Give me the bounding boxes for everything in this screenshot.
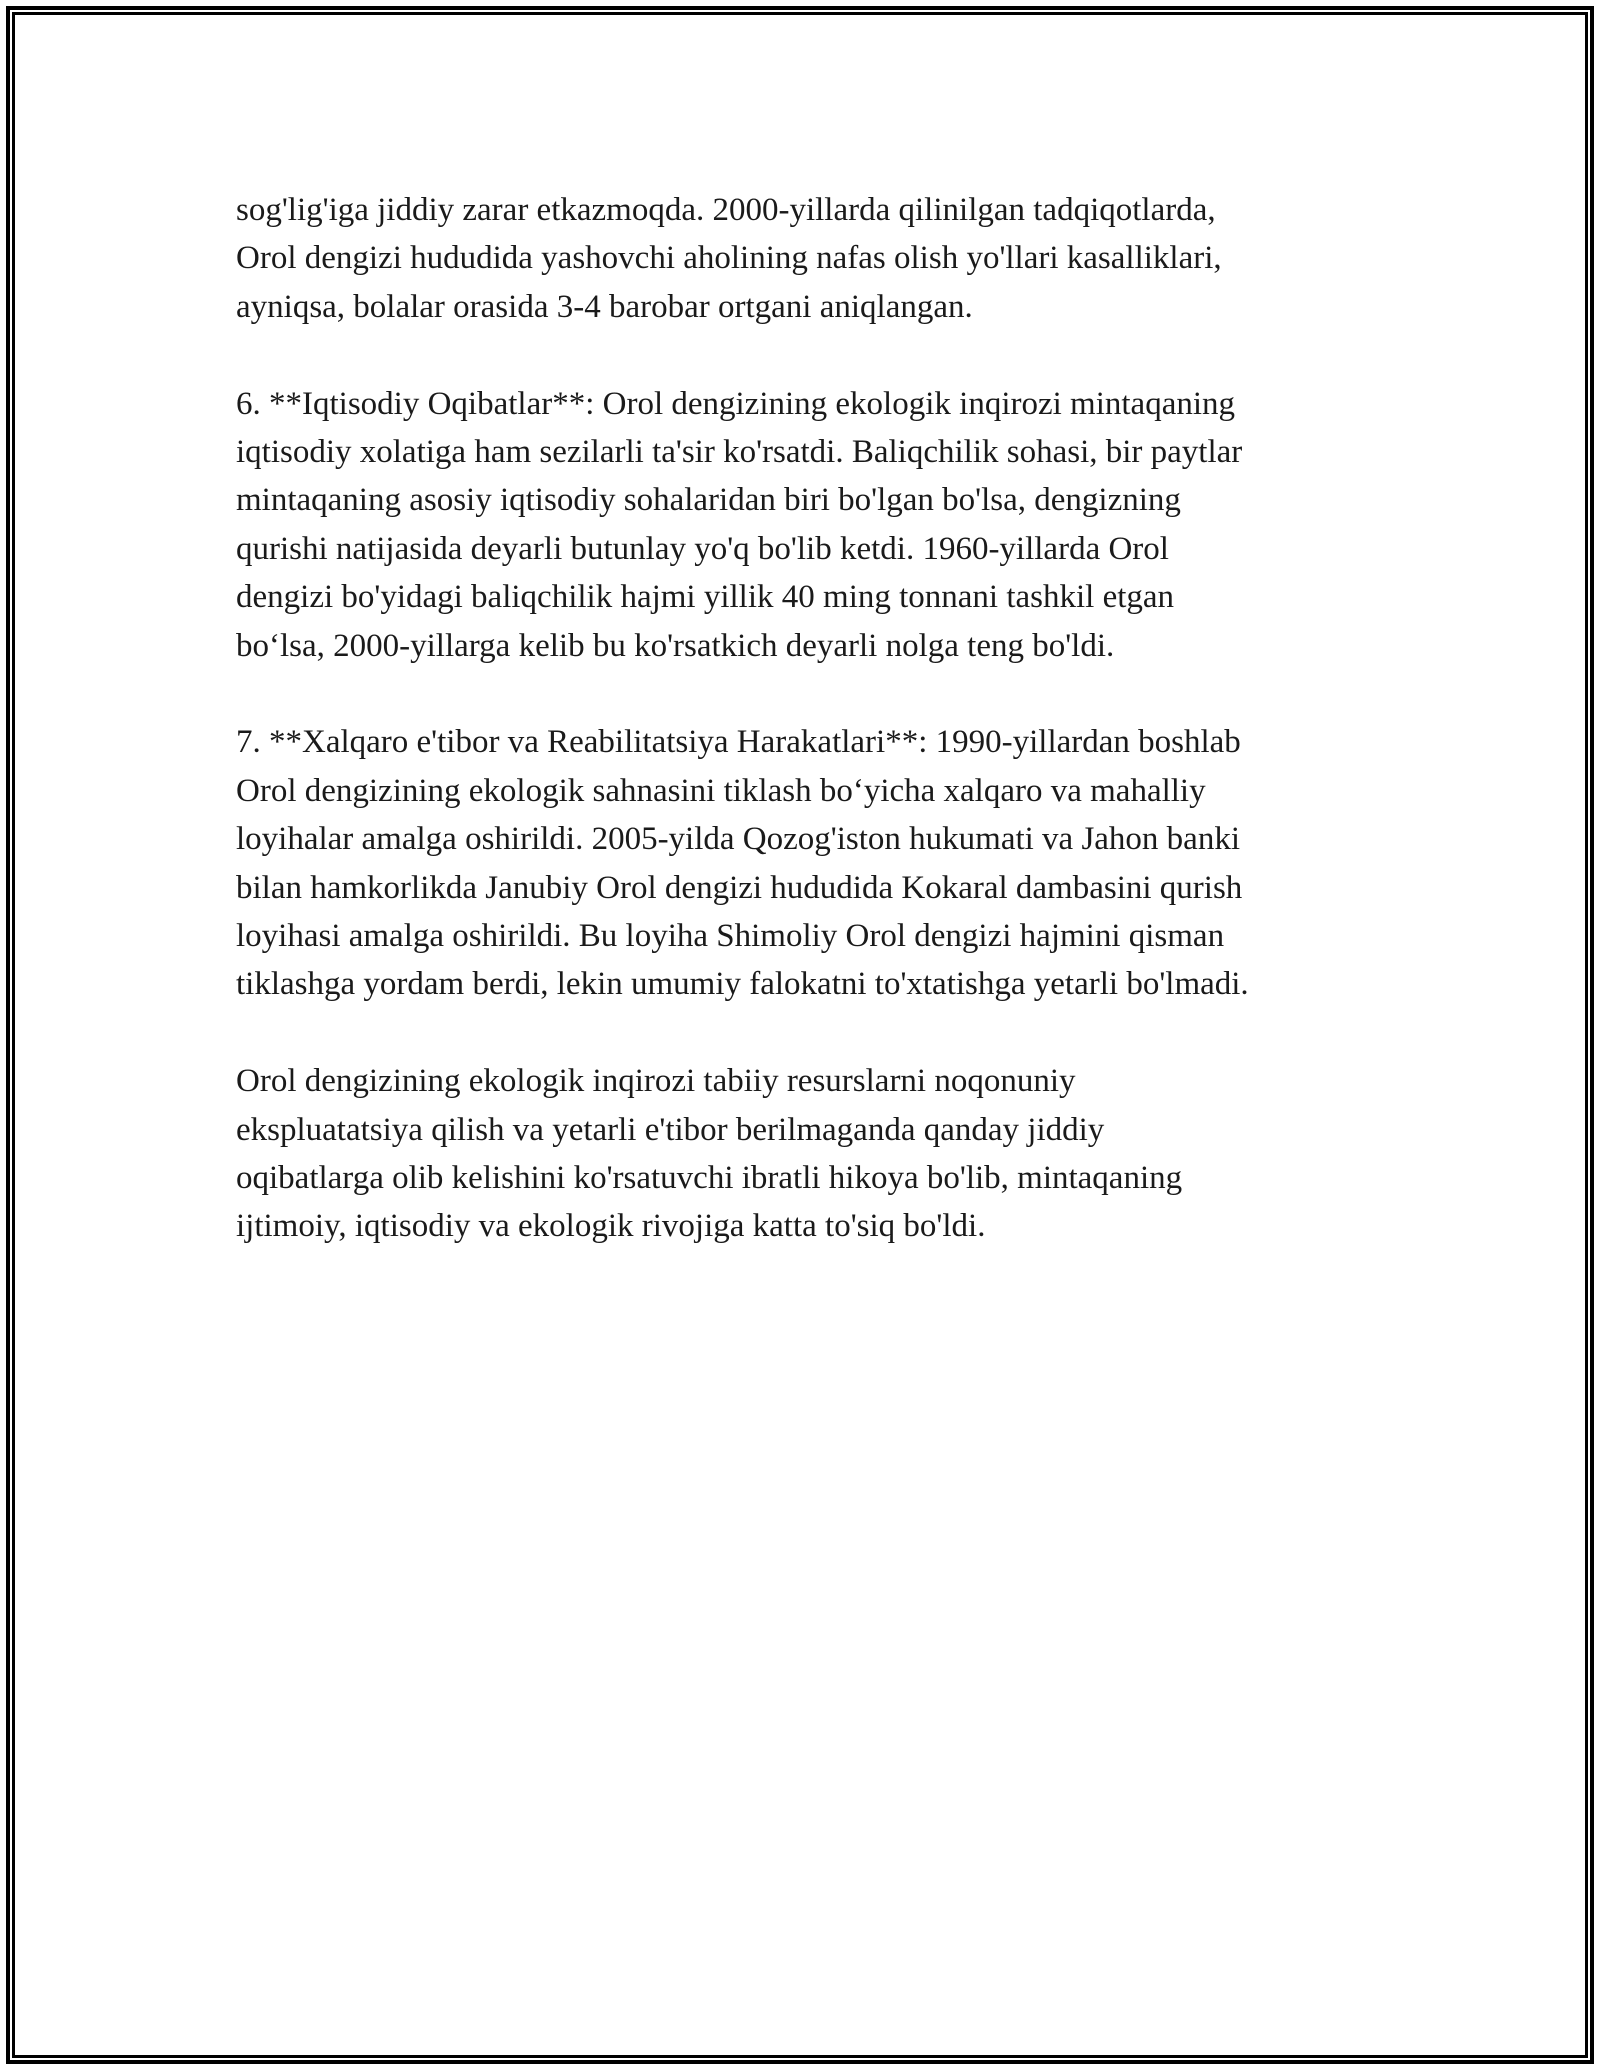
paragraph-health-impact: sog'lig'iga jiddiy zarar etkazmoqda. 2000-yillarda qilinilgan tadqiqotlarda, Orol dengizi hududida yashovchi aholining nafas olish yo'llari kasalliklari, ayniqsa, bolalar orasida 3-4 barobar ortgani aniqlangan. [236, 192, 1222, 325]
paragraph-economic-consequences: 6. **Iqtisodiy Oqibatlar**: Orol dengizining ekologik inqirozi mintaqaning iqtisodiy xolatiga ham sezilarli ta'sir ko'rsatdi. Baliqchilik sohasi, bir paytlar mintaqaning asosiy iqtisodiy sohalaridan biri bo'lgan bo'lsa, dengizning qurishi natijasida deyarli butunlay yo'q bo'lib ketdi. 1960-yillarda Orol dengizi bo'yidagi baliqchilik hajmi yillik 40 ming tonnani tashkil etgan bo‘lsa, 2000-yillarga kelib bu ko'rsatkich deyarli nolga teng bo'ldi. [236, 385, 1243, 664]
paragraph-conclusion: Orol dengizining ekologik inqirozi tabiiy resurslarni noqonuniy ekspluatatsiya qilish va yetarli e'tibor berilmaganda qanday jiddiy oqibatlarga olib kelishini ko'rsatuvchi ibratli hikoya bo'lib, mintaqaning ijtimoiy, iqtisodiy va ekologik rivojiga katta to'siq bo'ldi. [236, 1063, 1183, 1245]
document-body [236, 186, 1396, 1299]
paragraph-international-efforts: 7. **Xalqaro e'tibor va Reabilitatsiya Harakatlari**: 1990-yillardan boshlab Orol dengizining ekologik sahnasini tiklash bo‘yicha xalqaro va mahalliy loyihalar amalga oshirildi. 2005-yilda Qozog'iston hukumati va Jahon banki bilan hamkorlikda Janubiy Orol dengizi hududida Kokaral dambasini qurish loyihasi amalga oshirildi. Bu loyiha Shimoliy Orol dengizi hajmini qisman tiklashga yordam berdi, lekin umumiy falokatni to'xtatishga yetarli bo'lmadi. [236, 724, 1249, 1003]
